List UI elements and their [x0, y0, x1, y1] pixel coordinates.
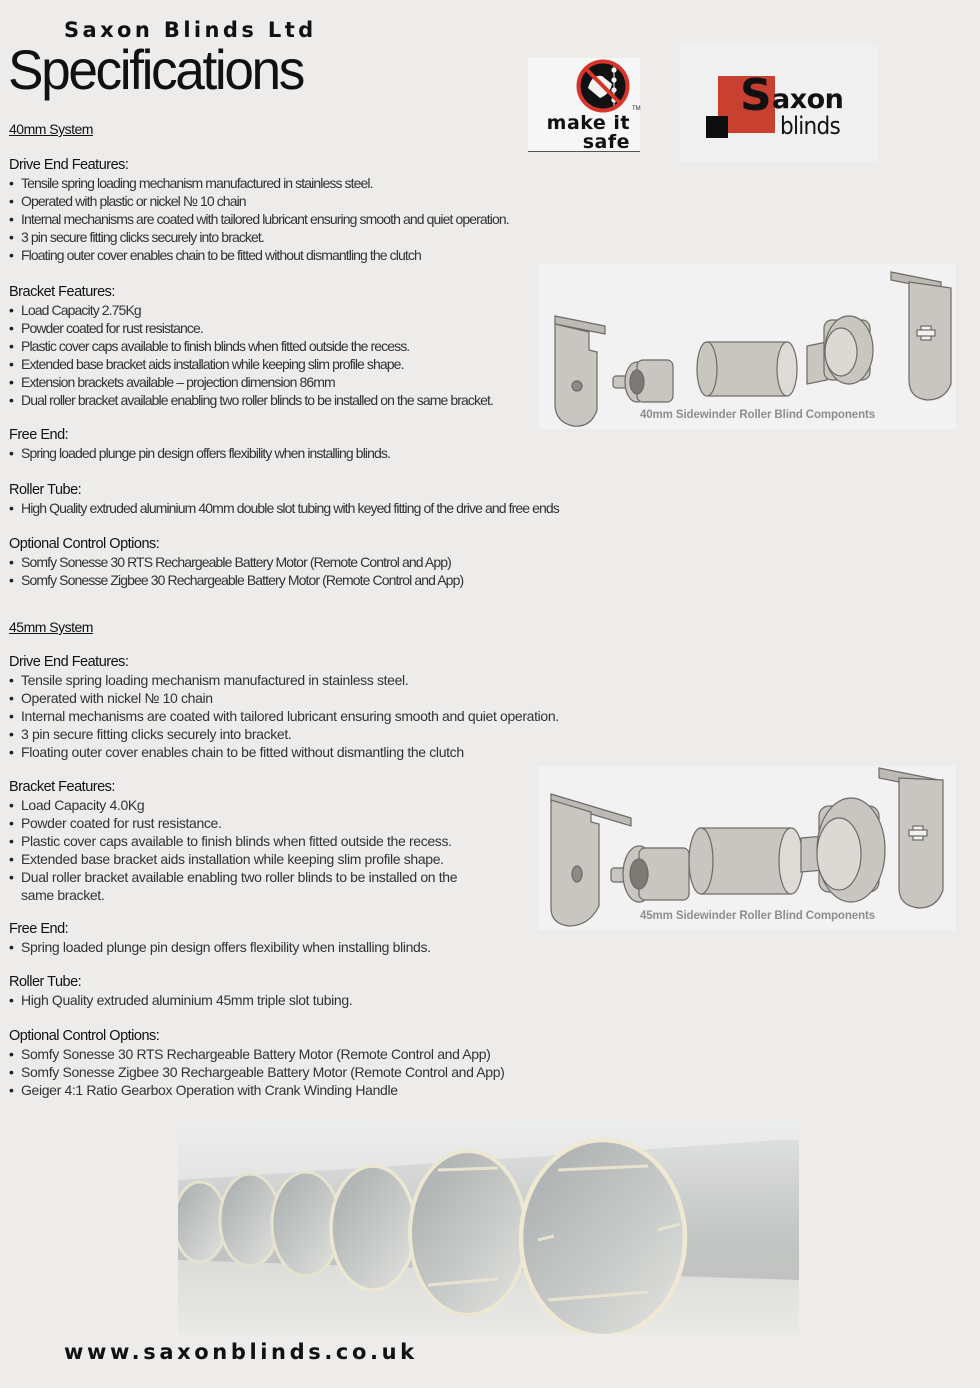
list-item: • Spring loaded plunge pin design offers flexibility when installing blinds. [9, 444, 390, 462]
list-item: • Operated with plastic or nickel № 10 chain [9, 192, 509, 210]
list-item: • Geiger 4:1 Ratio Gearbox Operation with Crank Winding Handle [9, 1081, 504, 1099]
roller-tubes-photo [178, 1120, 799, 1334]
logo-black-square [706, 116, 728, 138]
list-item: • Floating outer cover enables chain to be fitted without dismantling the clutch [9, 743, 559, 761]
aluminium-tubes-illustration [178, 1120, 799, 1334]
list-item: • Dual roller bracket available enabling two roller blinds to be installed on the same bracket. [9, 868, 479, 904]
list-item: • Tensile spring loading mechanism manufactured in stainless steel. [9, 671, 559, 689]
bracket-features-40: Bracket Features: • Load Capacity 2.75Kg • Powder coated for rust resistance. • Plastic cover caps available to finish blinds when fitted outside the recess. • Extended base bracket aids installation while keeping slim profile shape. • Extension brackets available – projection dimension 86mm • Dual roller bracket available enabling two roller blinds to be installed on the same bracket. [9, 283, 493, 410]
roller-blind-components-illustration [539, 766, 956, 930]
list-item: • Tensile spring loading mechanism manufactured in stainless steel. [9, 174, 509, 192]
list-item: • Extension brackets available – projection dimension 86mm [9, 373, 493, 391]
list-item: • Internal mechanisms are coated with tailored lubricant ensuring smooth and quiet operation. [9, 707, 559, 725]
list-item: • Powder coated for rust resistance. [9, 814, 479, 832]
page-title: Specifications [8, 38, 303, 101]
roller-tube-45: Roller Tube: • High Quality extruded aluminium 45mm triple slot tubing. [9, 973, 352, 1009]
list-item: • High Quality extruded aluminium 45mm triple slot tubing. [9, 991, 352, 1009]
make-it-safe-logo: TM make it safe [528, 58, 640, 152]
list-item: • Internal mechanisms are coated with tailored lubricant ensuring smooth and quiet operation. [9, 210, 509, 228]
system-45mm-heading: 45mm System [9, 619, 93, 635]
control-options-45: Optional Control Options: • Somfy Sonesse 30 RTS Rechargeable Battery Motor (Remote Control and App) • Somfy Sonesse Zigbee 30 Rechargeable Battery Motor (Remote Control and App) • Geiger 4:1 Ratio Gearbox Operation with Crank Winding Handle [9, 1027, 504, 1099]
list-item: • Floating outer cover enables chain to be fitted without dismantling the clutch [9, 246, 509, 264]
components-diagram-40mm [539, 264, 956, 429]
list-item: • Operated with nickel № 10 chain [9, 689, 559, 707]
diagram-caption: 40mm Sidewinder Roller Blind Components [639, 409, 876, 421]
list-item: • Somfy Sonesse 30 RTS Rechargeable Battery Motor (Remote Control and App) [9, 553, 463, 571]
no-child-chain-icon [528, 58, 640, 118]
list-item: • Dual roller bracket available enabling two roller blinds to be installed on the same bracket. [9, 391, 493, 409]
list-item: • High Quality extruded aluminium 40mm double slot tubing with keyed fitting of the drive and free ends [9, 499, 559, 517]
drive-end-features-45: Drive End Features: • Tensile spring loading mechanism manufactured in stainless steel. • Operated with nickel № 10 chain • Internal mechanisms are coated with tailored lubricant ensuring smooth and quiet operation. • 3 pin secure fitting clicks securely into bracket. • Floating outer cover enables chain to be fitted without dismantling the clutch [9, 653, 559, 761]
website-url[interactable]: www.saxonblinds.co.uk [64, 1340, 418, 1364]
free-end-45: Free End: • Spring loaded plunge pin design offers flexibility when installing blinds. [9, 920, 431, 956]
components-diagram-45mm [539, 766, 956, 930]
list-item: • 3 pin secure fitting clicks securely into bracket. [9, 725, 559, 743]
list-item: • Plastic cover caps available to finish blinds when fitted outside the recess. [9, 337, 493, 355]
saxon-blinds-logo: S axon blinds [680, 44, 878, 162]
control-options-40: Optional Control Options: • Somfy Sonesse 30 RTS Rechargeable Battery Motor (Remote Control and App) • Somfy Sonesse Zigbee 30 Rechargeable Battery Motor (Remote Control and App) [9, 535, 463, 589]
list-item: • Plastic cover caps available to finish blinds when fitted outside the recess. [9, 832, 479, 850]
roller-blind-components-illustration [539, 264, 956, 429]
diagram-caption: 45mm Sidewinder Roller Blind Components [639, 910, 876, 922]
roller-tube-40: Roller Tube: • High Quality extruded aluminium 40mm double slot tubing with keyed fitting of the drive and free ends [9, 481, 559, 517]
list-item: • Powder coated for rust resistance. [9, 319, 493, 337]
list-item: • Load Capacity 2.75Kg [9, 301, 493, 319]
list-item: • Somfy Sonesse 30 RTS Rechargeable Battery Motor (Remote Control and App) [9, 1045, 504, 1063]
list-item: • Somfy Sonesse Zigbee 30 Rechargeable Battery Motor (Remote Control and App) [9, 1063, 504, 1081]
list-item: • Extended base bracket aids installation while keeping slim profile shape. [9, 850, 479, 868]
list-item: • Extended base bracket aids installation while keeping slim profile shape. [9, 355, 493, 373]
free-end-40: Free End: • Spring loaded plunge pin design offers flexibility when installing blinds. [9, 426, 390, 462]
list-item: • 3 pin secure fitting clicks securely into bracket. [9, 228, 509, 246]
system-40mm-heading: 40mm System [9, 121, 93, 137]
bracket-features-45: Bracket Features: • Load Capacity 4.0Kg • Powder coated for rust resistance. • Plastic cover caps available to finish blinds when fitted outside the recess. • Extended base bracket aids installation while keeping slim profile shape. • Dual roller bracket available enabling two roller blinds to be installed on the same bracket. [9, 778, 479, 905]
list-item: • Somfy Sonesse Zigbee 30 Rechargeable Battery Motor (Remote Control and App) [9, 571, 463, 589]
drive-end-features-40: Drive End Features: • Tensile spring loading mechanism manufactured in stainless steel. • Operated with plastic or nickel № 10 chain • Internal mechanisms are coated with tailored lubricant ensuring smooth and quiet operation. • 3 pin secure fitting clicks securely into bracket. • Floating outer cover enables chain to be fitted without dismantling the clutch [9, 156, 509, 264]
company-name: Saxon Blinds Ltd [64, 18, 317, 42]
list-item: • Load Capacity 4.0Kg [9, 796, 479, 814]
list-item: • Spring loaded plunge pin design offers flexibility when installing blinds. [9, 938, 431, 956]
